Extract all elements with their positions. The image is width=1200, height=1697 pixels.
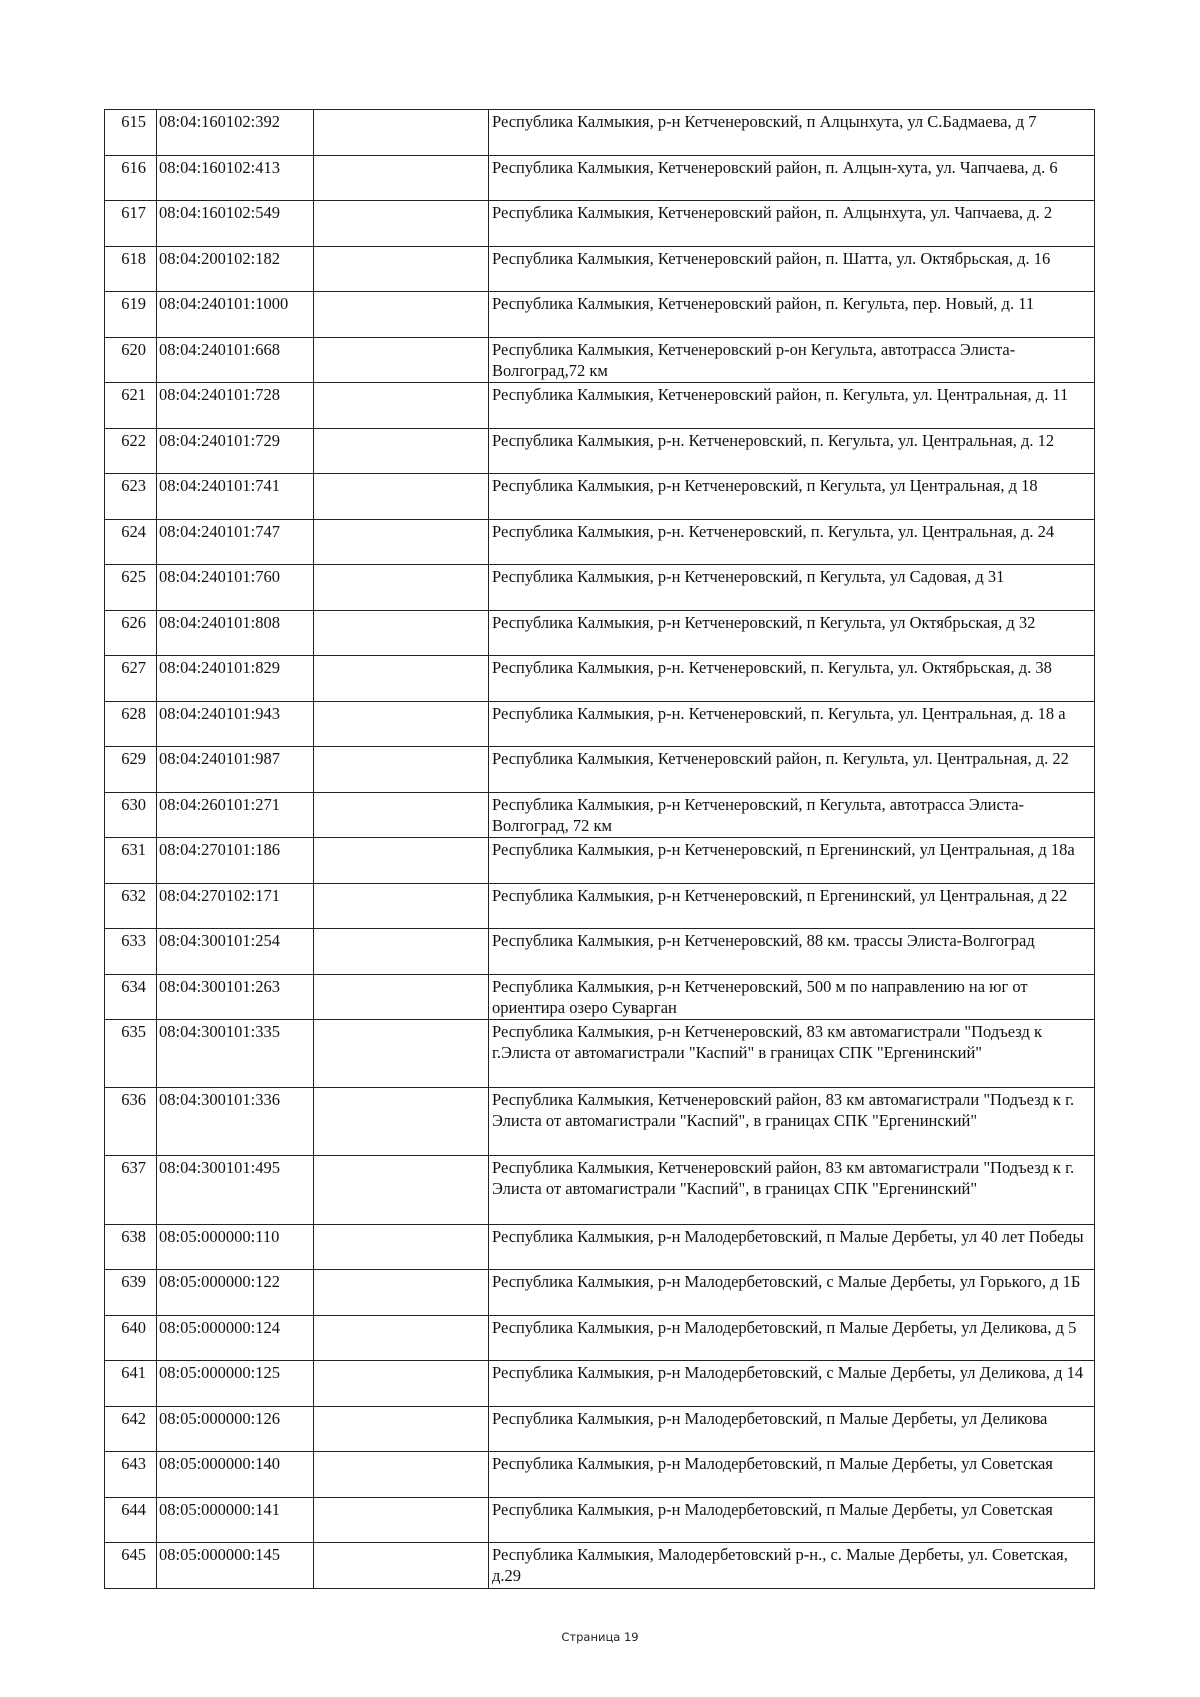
cadastral-number-cell: 08:04:240101:760 xyxy=(157,565,314,611)
address-cell: Республика Калмыкия, р-н Малодербетовский, с Малые Дербеты, ул Деликова, д 14 xyxy=(489,1361,1095,1407)
table-row xyxy=(105,1498,1095,1543)
table-row xyxy=(105,383,1095,429)
cadastral-number-cell: 08:05:000000:125 xyxy=(157,1361,314,1407)
address-cell: Республика Калмыкия, Кетченеровский район, п. Алцынхута, ул. Чапчаева, д. 2 xyxy=(489,201,1095,247)
cadastral-number-cell: 08:05:000000:110 xyxy=(157,1225,314,1270)
row-number-cell: 643 xyxy=(105,1452,157,1498)
table-row xyxy=(105,747,1095,793)
cadastral-number-cell: 08:04:240101:729 xyxy=(157,429,314,474)
address-cell: Республика Калмыкия, р-н Малодербетовский, п Малые Дербеты, ул Советская xyxy=(489,1498,1095,1543)
cadastral-number-cell: 08:04:240101:747 xyxy=(157,520,314,565)
empty-cell xyxy=(314,1316,489,1361)
empty-cell xyxy=(314,1270,489,1316)
empty-cell xyxy=(314,929,489,975)
page-number: Страница 19 xyxy=(561,1630,639,1644)
cadastral-number-cell: 08:05:000000:145 xyxy=(157,1543,314,1589)
address-cell: Республика Калмыкия, Кетченеровский район, п. Алцын-хута, ул. Чапчаева, д. 6 xyxy=(489,156,1095,201)
table-row xyxy=(105,520,1095,565)
address-cell: Республика Калмыкия, р-н Кетченеровский, п Ергенинский, ул Центральная, д 18а xyxy=(489,838,1095,884)
row-number-cell: 634 xyxy=(105,975,157,1020)
row-number-cell: 615 xyxy=(105,110,157,156)
empty-cell xyxy=(314,292,489,338)
table-row xyxy=(105,201,1095,247)
empty-cell xyxy=(314,1156,489,1225)
row-number-cell: 622 xyxy=(105,429,157,474)
empty-cell xyxy=(314,838,489,884)
empty-cell xyxy=(314,1020,489,1088)
table-row xyxy=(105,1156,1095,1225)
empty-cell xyxy=(314,1361,489,1407)
row-number-cell: 626 xyxy=(105,611,157,656)
row-number-cell: 627 xyxy=(105,656,157,702)
row-number-cell: 645 xyxy=(105,1543,157,1589)
cadastral-number-cell: 08:04:240101:987 xyxy=(157,747,314,793)
cadastral-number-cell: 08:04:300101:495 xyxy=(157,1156,314,1225)
address-cell: Республика Калмыкия, Кетченеровский район, п. Кегульта, пер. Новый, д. 11 xyxy=(489,292,1095,338)
empty-cell xyxy=(314,1543,489,1589)
cadastral-number-cell: 08:04:160102:392 xyxy=(157,110,314,156)
empty-cell xyxy=(314,611,489,656)
row-number-cell: 616 xyxy=(105,156,157,201)
row-number-cell: 633 xyxy=(105,929,157,975)
address-cell: Республика Калмыкия, р-н Малодербетовский, п Малые Дербеты, ул Деликова, д 5 xyxy=(489,1316,1095,1361)
address-cell: Республика Калмыкия, р-н. Кетченеровский, п. Кегульта, ул. Центральная, д. 12 xyxy=(489,429,1095,474)
empty-cell xyxy=(314,156,489,201)
cadastral-number-cell: 08:04:300101:335 xyxy=(157,1020,314,1088)
cadastral-number-cell: 08:04:160102:549 xyxy=(157,201,314,247)
address-cell: Республика Калмыкия, р-н Кетченеровский, п Кегульта, ул Центральная, д 18 xyxy=(489,474,1095,520)
empty-cell xyxy=(314,383,489,429)
cadastral-number-cell: 08:04:300101:254 xyxy=(157,929,314,975)
row-number-cell: 639 xyxy=(105,1270,157,1316)
address-cell: Республика Калмыкия, Кетченеровский р-он Кегульта, автотрасса Элиста-Волгоград,72 км xyxy=(489,338,1095,383)
address-cell: Республика Калмыкия, р-н Кетченеровский, п Кегульта, ул Октябрьская, д 32 xyxy=(489,611,1095,656)
address-cell: Республика Калмыкия, Кетченеровский район, п. Кегульта, ул. Центральная, д. 22 xyxy=(489,747,1095,793)
table-row xyxy=(105,156,1095,201)
row-number-cell: 630 xyxy=(105,793,157,838)
table-row xyxy=(105,110,1095,156)
address-cell: Республика Калмыкия, р-н Кетченеровский, п Кегульта, ул Садовая, д 31 xyxy=(489,565,1095,611)
address-cell: Республика Калмыкия, р-н. Кетченеровский, п. Кегульта, ул. Центральная, д. 18 а xyxy=(489,702,1095,747)
address-cell: Республика Калмыкия, р-н Кетченеровский, п Ергенинский, ул Центральная, д 22 xyxy=(489,884,1095,929)
cadastral-number-cell: 08:04:160102:413 xyxy=(157,156,314,201)
table-row xyxy=(105,793,1095,838)
cadastral-number-cell: 08:04:300101:336 xyxy=(157,1088,314,1156)
table-row xyxy=(105,1020,1095,1088)
cadastral-number-cell: 08:04:240101:808 xyxy=(157,611,314,656)
row-number-cell: 638 xyxy=(105,1225,157,1270)
row-number-cell: 625 xyxy=(105,565,157,611)
table-row xyxy=(105,429,1095,474)
address-cell: Республика Калмыкия, р-н Малодербетовский, п Малые Дербеты, ул 40 лет Победы xyxy=(489,1225,1095,1270)
address-cell: Республика Калмыкия, р-н Малодербетовский, п Малые Дербеты, ул Советская xyxy=(489,1452,1095,1498)
empty-cell xyxy=(314,247,489,292)
address-cell: Республика Калмыкия, р-н Кетченеровский, п Кегульта, автотрасса Элиста-Волгоград, 72 км xyxy=(489,793,1095,838)
cadastral-number-cell: 08:04:240101:829 xyxy=(157,656,314,702)
row-number-cell: 635 xyxy=(105,1020,157,1088)
cadastral-number-cell: 08:04:270102:171 xyxy=(157,884,314,929)
cadastral-number-cell: 08:04:270101:186 xyxy=(157,838,314,884)
cadastral-number-cell: 08:04:240101:728 xyxy=(157,383,314,429)
empty-cell xyxy=(314,747,489,793)
table-row xyxy=(105,611,1095,656)
address-cell: Республика Калмыкия, Кетченеровский район, п. Кегульта, ул. Центральная, д. 11 xyxy=(489,383,1095,429)
address-cell: Республика Калмыкия, р-н Малодербетовский, с Малые Дербеты, ул Горького, д 1Б xyxy=(489,1270,1095,1316)
address-cell: Республика Калмыкия, р-н Малодербетовский, п Малые Дербеты, ул Деликова xyxy=(489,1407,1095,1452)
cadastral-number-cell: 08:04:300101:263 xyxy=(157,975,314,1020)
address-cell: Республика Калмыкия, р-н Кетченеровский, 88 км. трассы Элиста-Волгоград xyxy=(489,929,1095,975)
row-number-cell: 620 xyxy=(105,338,157,383)
empty-cell xyxy=(314,884,489,929)
row-number-cell: 631 xyxy=(105,838,157,884)
cadastral-number-cell: 08:05:000000:140 xyxy=(157,1452,314,1498)
empty-cell xyxy=(314,520,489,565)
cadastral-number-cell: 08:04:240101:943 xyxy=(157,702,314,747)
empty-cell xyxy=(314,565,489,611)
address-cell: Республика Калмыкия, р-н. Кетченеровский, п. Кегульта, ул. Октябрьская, д. 38 xyxy=(489,656,1095,702)
table-row xyxy=(105,929,1095,975)
row-number-cell: 632 xyxy=(105,884,157,929)
row-number-cell: 642 xyxy=(105,1407,157,1452)
table-row xyxy=(105,884,1095,929)
table-row xyxy=(105,1088,1095,1156)
empty-cell xyxy=(314,474,489,520)
cadastral-number-cell: 08:04:240101:1000 xyxy=(157,292,314,338)
empty-cell xyxy=(314,1407,489,1452)
address-cell: Республика Калмыкия, Кетченеровский район, 83 км автомагистрали "Подъезд к г. Элиста от автомагистрали "Каспий", в границах СПК "Ергенинский" xyxy=(489,1088,1095,1156)
cadastral-number-cell: 08:05:000000:124 xyxy=(157,1316,314,1361)
address-cell: Республика Калмыкия, Кетченеровский район, 83 км автомагистрали "Подъезд к г. Элиста от автомагистрали "Каспий", в границах СПК "Ергенинский" xyxy=(489,1156,1095,1225)
empty-cell xyxy=(314,1088,489,1156)
address-cell: Республика Калмыкия, р-н. Кетченеровский, п. Кегульта, ул. Центральная, д. 24 xyxy=(489,520,1095,565)
row-number-cell: 641 xyxy=(105,1361,157,1407)
row-number-cell: 636 xyxy=(105,1088,157,1156)
row-number-cell: 644 xyxy=(105,1498,157,1543)
cadastral-number-cell: 08:05:000000:126 xyxy=(157,1407,314,1452)
empty-cell xyxy=(314,656,489,702)
table-row xyxy=(105,838,1095,884)
row-number-cell: 640 xyxy=(105,1316,157,1361)
table-row xyxy=(105,1361,1095,1407)
table-row xyxy=(105,1225,1095,1270)
table-row xyxy=(105,1316,1095,1361)
cadastral-number-cell: 08:05:000000:122 xyxy=(157,1270,314,1316)
cadastral-number-cell: 08:04:240101:668 xyxy=(157,338,314,383)
address-cell: Республика Калмыкия, Малодербетовский р-н., с. Малые Дербеты, ул. Советская, д.29 xyxy=(489,1543,1095,1589)
table-row xyxy=(105,247,1095,292)
cadastral-number-cell: 08:04:240101:741 xyxy=(157,474,314,520)
table-row xyxy=(105,338,1095,383)
row-number-cell: 629 xyxy=(105,747,157,793)
empty-cell xyxy=(314,702,489,747)
table-row xyxy=(105,292,1095,338)
row-number-cell: 618 xyxy=(105,247,157,292)
cadastral-number-cell: 08:05:000000:141 xyxy=(157,1498,314,1543)
row-number-cell: 621 xyxy=(105,383,157,429)
address-cell: Республика Калмыкия, р-н Кетченеровский, 83 км автомагистрали "Подъезд к г.Элиста от автомагистрали "Каспий" в границах СПК "Ергенинский" xyxy=(489,1020,1095,1088)
cadastral-number-cell: 08:04:260101:271 xyxy=(157,793,314,838)
table-row xyxy=(105,474,1095,520)
address-cell: Республика Калмыкия, р-н Кетченеровский, 500 м по направлению на юг от ориентира озеро Суварган xyxy=(489,975,1095,1020)
table-row xyxy=(105,1543,1095,1589)
empty-cell xyxy=(314,110,489,156)
cadastral-number-cell: 08:04:200102:182 xyxy=(157,247,314,292)
empty-cell xyxy=(314,429,489,474)
row-number-cell: 637 xyxy=(105,1156,157,1225)
registry-table xyxy=(104,109,1095,1589)
address-cell: Республика Калмыкия, р-н Кетченеровский, п Алцынхута, ул С.Бадмаева, д 7 xyxy=(489,110,1095,156)
table-row xyxy=(105,1270,1095,1316)
empty-cell xyxy=(314,1225,489,1270)
empty-cell xyxy=(314,338,489,383)
table-row xyxy=(105,656,1095,702)
table-row xyxy=(105,1452,1095,1498)
empty-cell xyxy=(314,975,489,1020)
empty-cell xyxy=(314,1452,489,1498)
row-number-cell: 617 xyxy=(105,201,157,247)
row-number-cell: 619 xyxy=(105,292,157,338)
table-row xyxy=(105,565,1095,611)
row-number-cell: 624 xyxy=(105,520,157,565)
address-cell: Республика Калмыкия, Кетченеровский район, п. Шатта, ул. Октябрьская, д. 16 xyxy=(489,247,1095,292)
registry-table-body xyxy=(105,110,1095,1589)
row-number-cell: 628 xyxy=(105,702,157,747)
empty-cell xyxy=(314,1498,489,1543)
table-row xyxy=(105,975,1095,1020)
table-row xyxy=(105,702,1095,747)
row-number-cell: 623 xyxy=(105,474,157,520)
empty-cell xyxy=(314,793,489,838)
table-row xyxy=(105,1407,1095,1452)
empty-cell xyxy=(314,201,489,247)
